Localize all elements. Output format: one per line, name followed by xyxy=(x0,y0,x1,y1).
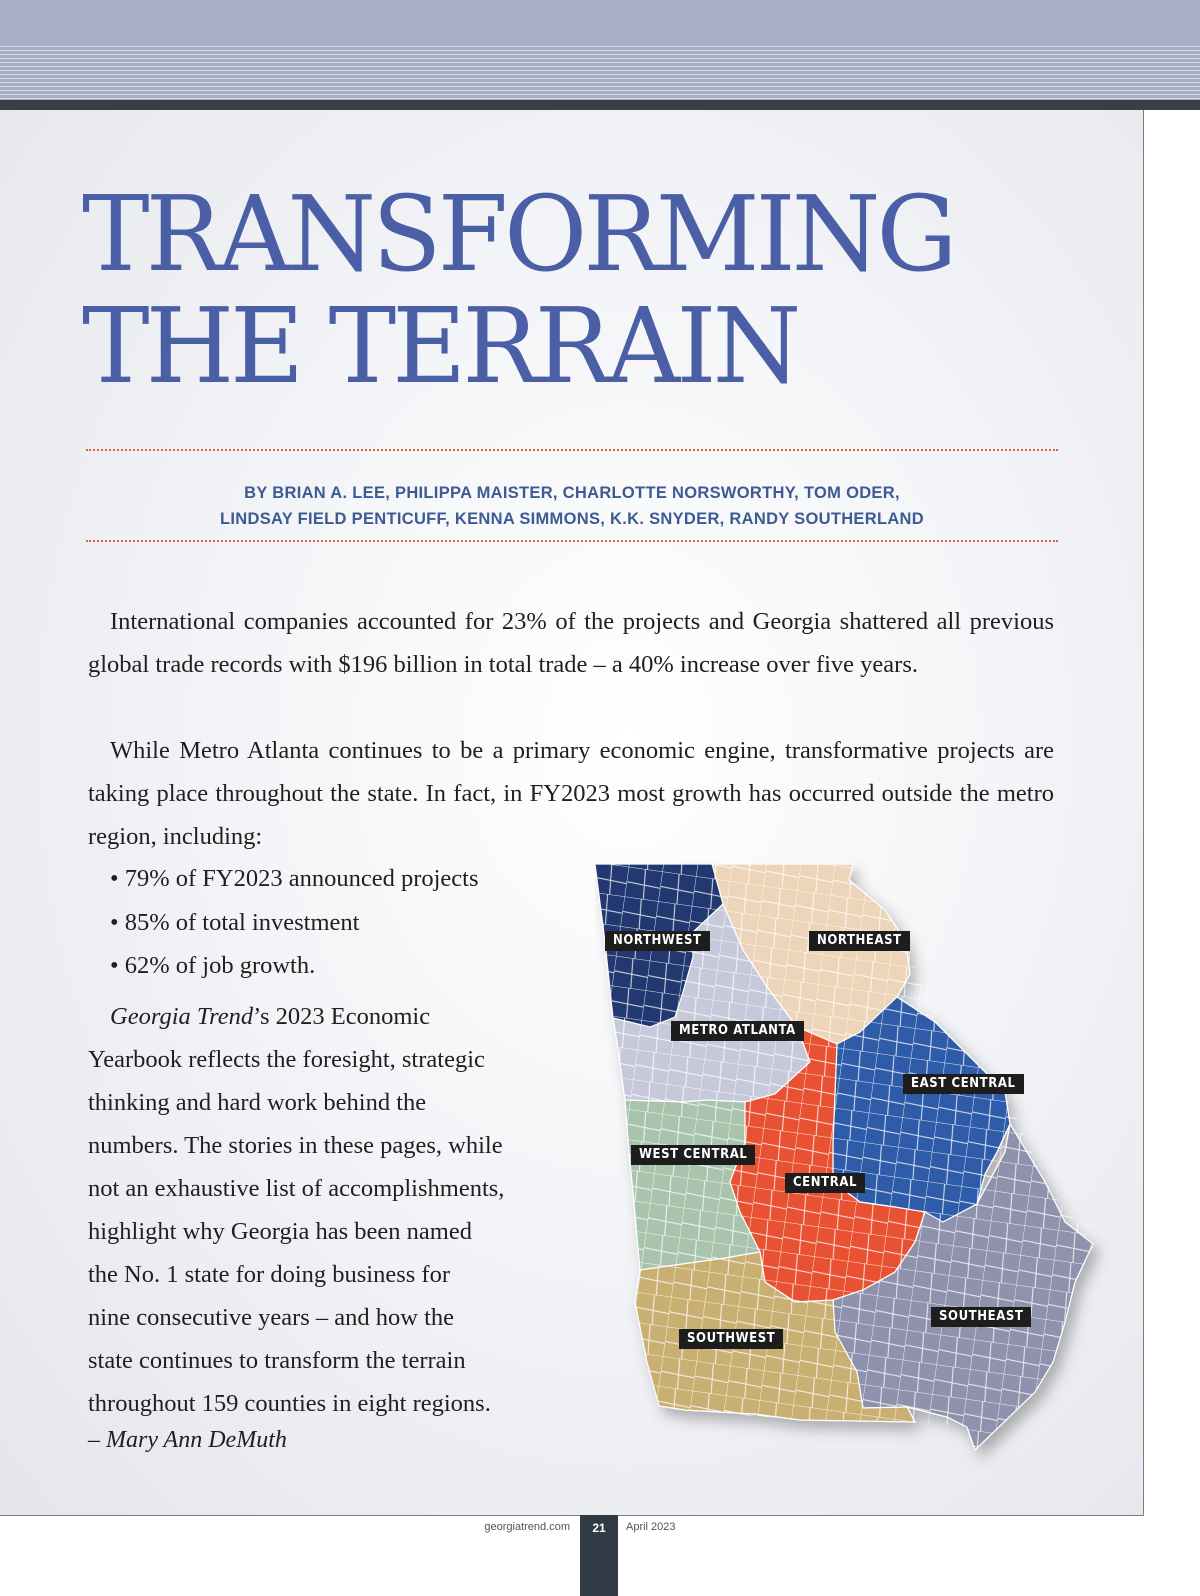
paragraph-3-line: nine consecutive years – and how the xyxy=(88,1304,455,1331)
paragraph-3-line: state continues to transform the terrain xyxy=(88,1347,466,1374)
header-pinstripes xyxy=(0,46,1200,100)
bullet-item: • 62% of job growth. xyxy=(110,952,316,979)
headline-line-2: THE TERRAIN xyxy=(82,285,798,407)
footer-website: georgiatrend.com xyxy=(484,1521,570,1533)
header-band xyxy=(0,0,1200,100)
article-headline xyxy=(82,173,1062,407)
author-signature: – Mary Ann DeMuth xyxy=(88,1427,287,1453)
bullet-item: • 85% of total investment xyxy=(110,908,360,936)
paragraph-1: International companies accounted for 23% of the projects and Georgia shattered all previous global trade records with $196 billion in total trade – a 40% increase over five years. xyxy=(88,608,1054,678)
byline-bottom-rule xyxy=(86,540,1058,542)
paragraph-3-line: highlight why Georgia has been named xyxy=(88,1218,472,1245)
label-southeast: SOUTHEAST xyxy=(931,1307,1031,1327)
label-southwest: SOUTHWEST xyxy=(679,1329,783,1349)
label-east-central: EAST CENTRAL xyxy=(903,1074,1024,1094)
byline-line-1: BY BRIAN A. LEE, PHILIPPA MAISTER, CHARLOTTE NORSWORTHY, TOM ODER, xyxy=(244,484,900,502)
byline-line-2: LINDSAY FIELD PENTICUFF, KENNA SIMMONS, K.K. SNYDER, RANDY SOUTHERLAND xyxy=(220,510,924,528)
paragraph-3-line: the No. 1 state for doing business for xyxy=(88,1261,450,1288)
page-number: 21 xyxy=(592,1521,606,1535)
issue-date: April 2023 xyxy=(626,1521,676,1533)
paragraph-3-line: thinking and hard work behind the xyxy=(88,1089,427,1116)
paragraph-3-line: throughout 159 counties in eight regions. xyxy=(88,1390,491,1417)
growth-bullet-list xyxy=(110,857,479,988)
label-central: CENTRAL xyxy=(785,1173,865,1193)
label-metro-atlanta: METRO ATLANTA xyxy=(671,1021,804,1041)
paragraph-2: While Metro Atlanta continues to be a primary economic engine, transformative projects are taking place throughout the state. In fact, in FY2023 most growth has occurred outside the metro region, including: xyxy=(88,737,1054,850)
paragraph-3-line: ’s 2023 Economic xyxy=(253,1003,431,1030)
publication-name: Georgia Trend xyxy=(110,1003,254,1030)
header-rule xyxy=(0,100,1200,110)
label-northeast: NORTHEAST xyxy=(809,931,910,951)
paragraph-3-line: numbers. The stories in these pages, while xyxy=(88,1132,503,1159)
bullet-item: • 79% of FY2023 announced projects xyxy=(110,865,479,892)
paragraph-3-line: not an exhaustive list of accomplishments, xyxy=(88,1175,505,1202)
paragraph-3-line: Yearbook reflects the foresight, strategic xyxy=(88,1046,485,1073)
georgia-regions-map xyxy=(595,862,1115,1492)
paragraph-3 xyxy=(88,995,593,1425)
label-west-central: WEST CENTRAL xyxy=(631,1145,755,1165)
label-northwest: NORTHWEST xyxy=(605,931,710,951)
byline-top-rule xyxy=(86,449,1058,451)
byline xyxy=(86,480,1058,532)
headline-line-1: TRANSFORMING xyxy=(82,173,954,295)
